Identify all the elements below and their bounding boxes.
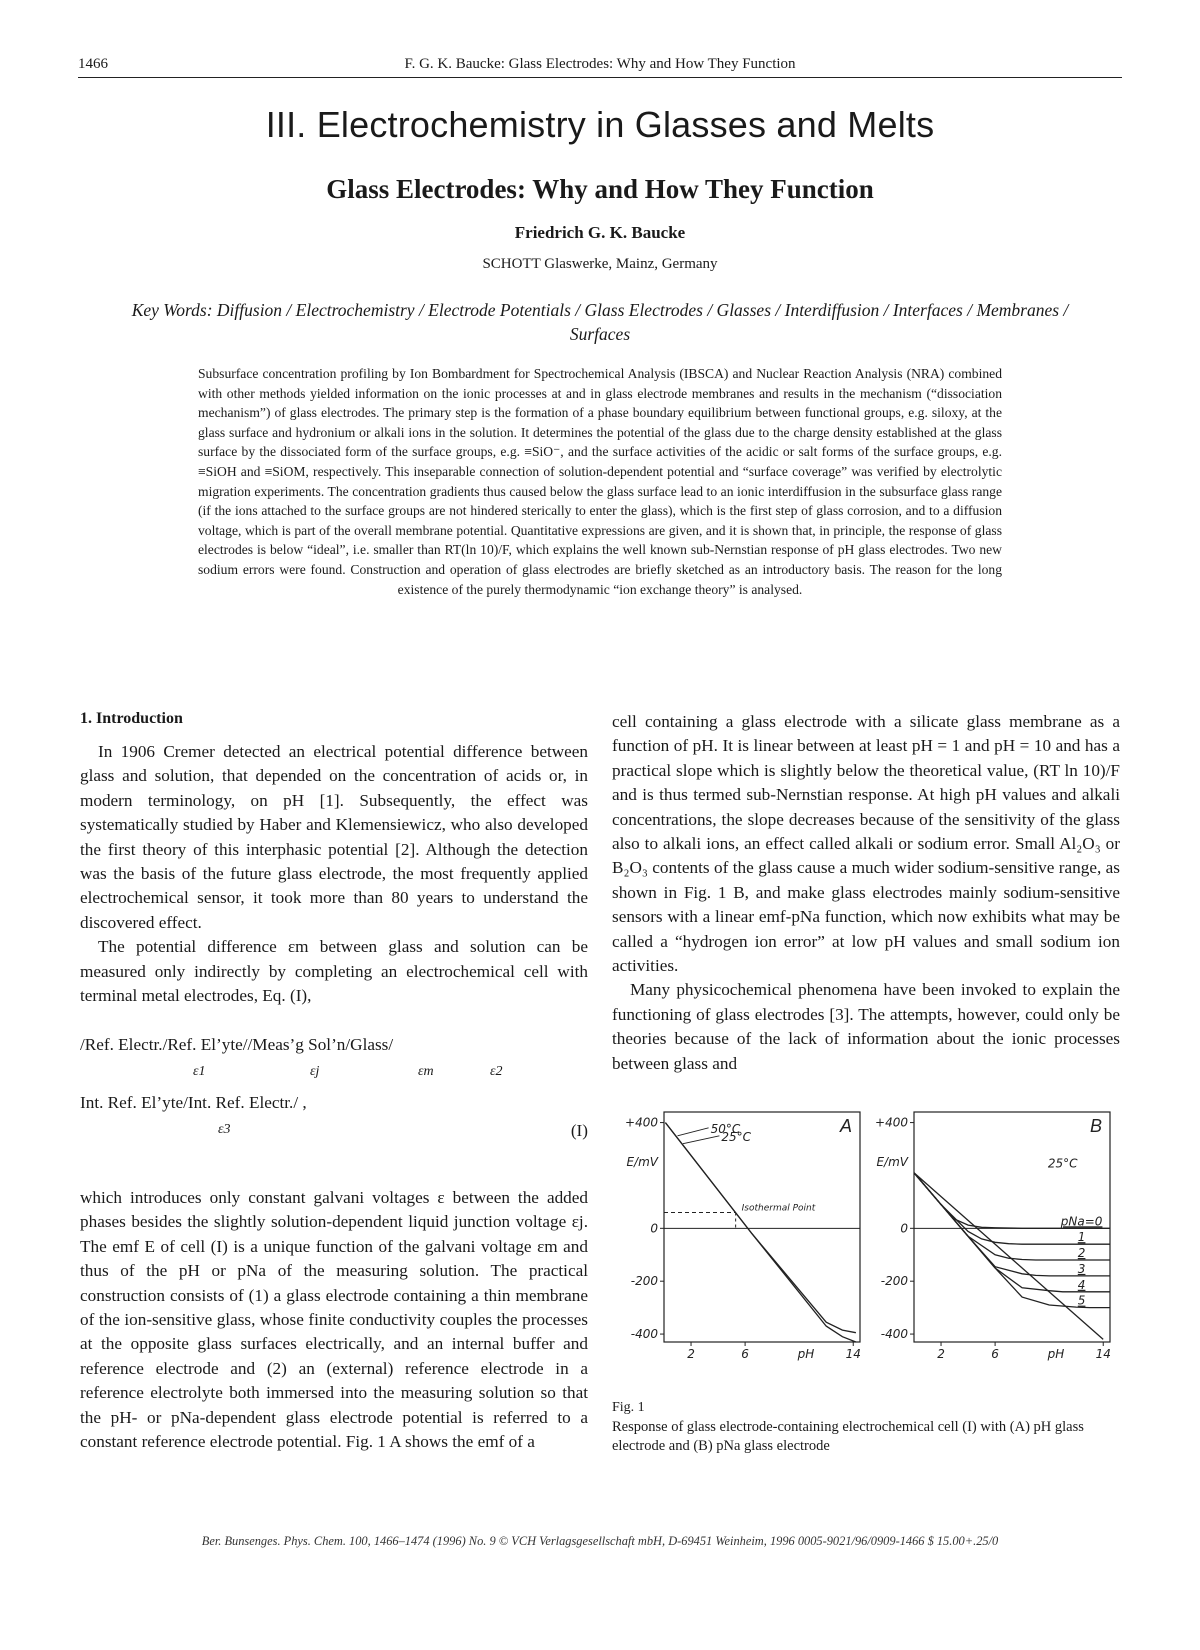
equation-number: (I) bbox=[570, 1121, 588, 1140]
y-tick-label: 0 bbox=[650, 1221, 658, 1236]
intro-paragraph-right-2: Many physicochemical phenomena have been invoked to explain the functioning of glass electrodes [3]. The attempts, however, could only be theories because of the lack of information about the ionic processes between glass and bbox=[612, 980, 1120, 1073]
y-tick-label: -400 bbox=[630, 1327, 658, 1342]
y-tick-label: 0 bbox=[900, 1221, 908, 1236]
series-label: 5 bbox=[1077, 1293, 1086, 1308]
x-axis-label: pH bbox=[1047, 1347, 1065, 1361]
intro-paragraph-right-1: cell containing a glass electrode with a silicate glass membrane as a function of pH. It is linear between at least pH = 1 and pH = 10 and has a practical slope which is slightly below the theoretical value, (RT ln 10)/F and is thus termed sub-Nernstian response. At high pH values and alkali concentrations, the slope decreases because of the sensitivity of the glass also to alkali ions, an effect called alkali or sodium error. Small Al₂O₃ or B₂O₃ contents of the glass cause a much wider sodium-sensitive range, as shown in Fig. 1 B, and make glass electrodes mainly sodium-sensitive sensors with a linear emf-pNa function, which now exhibits what may be called a “hydrogen ion error” at low pH values and small sodium ion activities. bbox=[612, 712, 1120, 976]
plot-frame bbox=[664, 1112, 860, 1342]
figure-label: Fig. 1 bbox=[612, 1400, 645, 1415]
intro-paragraph-3: which introduces only constant galvani voltages ε between the added phases besides the slightly solution-dependent liquid junction voltage εj. The emf E of cell (I) is a unique function of the galvani voltage εm and thus of the pH or pNa of the measuring solution. The practical construction consists of (1) a glass electrode containing a thin membrane of the ion-sensitive glass, whose finite conductivity couples the processes at the opposite glass surfaces electrically, and an internal buffer and reference electrode and (2) an (external) reference electrode in a reference electrolyte both immersed into the measuring solution so that the pH- or pNa-dependent glass electrode potential is referred to a constant reference electrode potential. Fig. 1 A shows the emf of a bbox=[80, 1188, 588, 1452]
equation-symbol-e2: ε2 bbox=[490, 1064, 503, 1079]
figure-caption: Response of glass electrode-containing electrochemical cell (I) with (A) pH glass electrode and (B) pNa glass electrode bbox=[612, 1419, 1084, 1454]
isothermal-label: Isothermal Point bbox=[741, 1203, 816, 1214]
x-tick-label: 6 bbox=[741, 1347, 749, 1361]
series-line bbox=[665, 1123, 856, 1333]
series-label: 25°C bbox=[721, 1129, 752, 1144]
panel-letter: B bbox=[1089, 1116, 1103, 1136]
page-footer: Ber. Bunsenges. Phys. Chem. 100, 1466–1474 (1996) No. 9 © VCH Verlagsgesellschaft mbH, D-69451 Weinheim, 1996 0005-9021/96/0909-1466 $ 15.00+.25/0 bbox=[201, 1534, 999, 1548]
y-axis-label: E/mV bbox=[626, 1155, 658, 1170]
x-tick-label: 14 bbox=[1095, 1347, 1111, 1361]
series-label: 3 bbox=[1077, 1261, 1086, 1276]
panel-letter: A bbox=[839, 1116, 853, 1136]
series-label: 2 bbox=[1077, 1246, 1086, 1261]
series-leader bbox=[683, 1136, 719, 1144]
x-tick-label: 2 bbox=[937, 1347, 945, 1361]
keywords: Key Words: Diffusion / Electrochemistry / Electrode Potentials / Glass Electrodes / Glasses / Interdiffusion / Interfaces / Membranes / Surfaces bbox=[131, 300, 1069, 344]
x-tick-label: 6 bbox=[991, 1347, 999, 1361]
figure-1b-chart bbox=[860, 1102, 1120, 1402]
equation-line-1: /Ref. Electr./Ref. El’yte//Meas’g Sol’n/Glass/ bbox=[80, 1035, 394, 1054]
y-tick-label: -200 bbox=[630, 1274, 658, 1289]
abstract: Subsurface concentration profiling by Ion Bombardment for Spectrochemical Analysis (IBSCA) and Nuclear Reaction Analysis (NRA) combined with other methods yielded information on the ionic processes at and in glass electrode membranes and results in the mechanism (“dissociation mechanism”) of glass electrodes. The primary step is the formation of a phase boundary equilibrium between functional groups, e.g. siloxy, at the glass surface and hydronium or alkali ions in the solution. It determines the potential of the glass due to the charge density established at the glass surface by the dissociated form of the surface groups, e.g. ≡SiO⁻, and the surface activities of the acidic or salt forms of the surface groups, e.g. ≡SiOH and ≡SiOM, respectively. This inseparable connection of solution-dependent potential and “surface coverage” was verified by electrolytic migration experiments. The concentration gradients thus caused below the glass surface lead to an ionic interdiffusion in the subsurface glass range (if the ions attached to the surface groups are not hindered sterically to enter the glass), which is the first step of glass corrosion, and to a diffusion voltage, which is part of the overall membrane potential. Quantitative expressions are given, and it is shown that, in principle, the response of glass electrodes is below “ideal”, i.e. smaller than RT(ln 10)/F, which explains the well known sub-Nernstian response of pH glass electrodes. Two new sodium errors were found. Construction and operation of glass electrodes are briefly sketched as an introductory basis. The reason for the long existence of the purely thermodynamic “ion exchange theory” is analysed. bbox=[198, 366, 1002, 597]
header-rule bbox=[78, 77, 1122, 78]
series-line bbox=[914, 1173, 1103, 1340]
intro-paragraph-2: The potential difference εm between glass and solution can be measured only indirectly by completing an electrochemical cell with terminal metal electrodes, Eq. (I), bbox=[80, 937, 588, 1006]
equation-symbol-ej: εj bbox=[310, 1064, 320, 1079]
x-tick-label: 14 bbox=[845, 1347, 861, 1361]
page-number: 1466 bbox=[78, 56, 108, 72]
x-tick-label: 2 bbox=[687, 1347, 695, 1361]
introduction-heading: 1. Introduction bbox=[80, 710, 183, 727]
series-leader bbox=[678, 1128, 709, 1136]
author: Friedrich G. K. Baucke bbox=[514, 223, 686, 242]
series-label: 50°C bbox=[710, 1121, 741, 1136]
y-axis-label: E/mV bbox=[876, 1155, 908, 1170]
equation-symbol-em: εm bbox=[418, 1064, 434, 1079]
series-label: pNa=0 bbox=[1060, 1214, 1103, 1229]
equation-line-2: Int. Ref. El’yte/Int. Ref. Electr./ , bbox=[80, 1093, 307, 1112]
series-label: 1 bbox=[1077, 1230, 1086, 1245]
series-label: 4 bbox=[1077, 1277, 1086, 1292]
intro-paragraph-1: In 1906 Cremer detected an electrical potential difference between glass and solution, that depended on the concentration of acids or, in modern terminology, on pH [1]. Subsequently, the effect was systematically studied by Haber and Klemensiewicz, who also developed the first theory of this interphasic potential [2]. Although the detection was the basis of the future glass electrode, the most frequently applied electrochemical sensor, it took more than 80 years to understand the discovered effect. bbox=[80, 742, 588, 932]
y-tick-label: -200 bbox=[880, 1274, 908, 1289]
running-title: F. G. K. Baucke: Glass Electrodes: Why and How They Function bbox=[404, 56, 796, 72]
equation-I bbox=[80, 1035, 588, 1175]
y-tick-label: +400 bbox=[875, 1115, 908, 1130]
left-column-text bbox=[80, 740, 588, 1008]
series-line bbox=[665, 1123, 856, 1342]
equation-symbol-e1: ε1 bbox=[193, 1064, 206, 1079]
paper-title: Glass Electrodes: Why and How They Function bbox=[326, 174, 874, 204]
section-heading: III. Electrochemistry in Glasses and Melts bbox=[265, 104, 935, 145]
affiliation: SCHOTT Glaswerke, Mainz, Germany bbox=[482, 256, 718, 272]
y-tick-label: +400 bbox=[625, 1115, 658, 1130]
right-column-text bbox=[612, 710, 1120, 1076]
x-axis-label: pH bbox=[797, 1347, 815, 1361]
legend-title: 25°C bbox=[1047, 1156, 1078, 1171]
figure-1a-chart bbox=[612, 1102, 872, 1402]
y-tick-label: -400 bbox=[880, 1327, 908, 1342]
left-column-continued bbox=[80, 1186, 588, 1454]
equation-symbol-e3: ε3 bbox=[218, 1122, 231, 1137]
